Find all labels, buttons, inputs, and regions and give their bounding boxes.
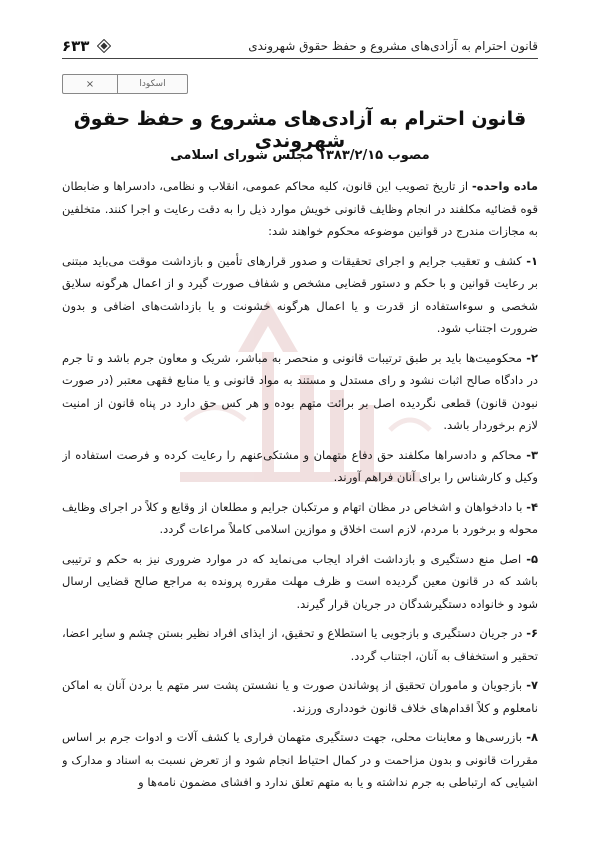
clause-number: ۲- (526, 350, 538, 365)
clause-number: ۳- (526, 447, 538, 462)
clause-paragraph (62, 347, 538, 437)
diamond-ornament-icon (97, 39, 111, 53)
clause-text: محکومیت‌ها باید بر طبق ترتیبات قانونی و منحصر به مباشر، شریک و معاون جرم باشد و تا جرم در دادگاه صالح اثبات نشود و رای مستدل و مستند به مواد قانونی و یا منابع فقهی معتبر (در صورت نبودن قانون) قطعی نگردیده اصل بر برائت متهم بوده و هر کس حق دارد در پناه قانون از امنیت لازم برخوردار باشد. (62, 350, 538, 432)
clause-text: بازرسی‌ها و معاینات محلی، جهت دستگیری متهمان فراری یا کشف آلات و ادوات جرم بر اساس مقررات قانونی و بدون مزاحمت و در کمال احتیاط انجام شود و از تعرض نسبت به اسناد و مدارک و اشیایی که ارتباطی به جرم نداشته و یا به متهم تعلق ندارد و افشای مضمون نامه‌ها و (62, 730, 538, 789)
clause-text: کشف و تعقیب جرایم و اجرای تحقیقات و صدور قرارهای تأمین و بازداشت موقت می‌باید مبتنی بر رعایت قوانین و با حکم و دستور قضایی مشخص و شفاف صورت گیرد و از اعمال هرگونه سلایق شخصی و سوءاستفاده از قدرت و یا اعمال هرگونه خشونت و یا بازداشت‌های اضافی و بدون ضرورت اجتناب شود. (62, 253, 538, 335)
clause-text: در جریان دستگیری و بازجویی یا استطلاع و تحقیق، از ایذای افراد نظیر بستن چشم و سایر اعضا، تحقیر و استخفاف به آنان، اجتناب گردد. (62, 626, 538, 663)
source-tag (62, 74, 188, 94)
law-body (62, 175, 538, 841)
clause-number: ۷- (526, 678, 538, 692)
page-subtitle: مصوب ۱۳۸۳/۲/۱۵ مجلس شورای اسلامی (170, 148, 430, 163)
clause-paragraph (62, 674, 538, 719)
clause-paragraph (62, 548, 538, 616)
intro-paragraph (62, 175, 538, 243)
running-title: قانون احترام به آزادی‌های مشروع و حفظ حقوق شهروندی (248, 39, 538, 53)
intro-lead: ماده واحده- (472, 179, 538, 193)
running-header (62, 34, 538, 59)
clause-text: محاکم و دادسراها مکلفند حق دفاع متهمان و مشتکی‌عنهم را رعایت کرده و فرصت استفاده از وکیل و کارشناس را برای آنان فراهم آورند. (62, 447, 538, 484)
clause-number: ۸- (526, 730, 538, 744)
source-tag-label: اسکودا (139, 79, 166, 89)
clause-text: بازجویان و ماموران تحقیق از پوشاندن صورت و یا نشستن پشت سر متهم یا بردن آنان به اماکن نامعلوم و کلاً اقدام‌های خلاف قانون خودداری ورزند. (62, 678, 538, 715)
page-number: ۶۳۳ (62, 37, 90, 55)
page-number-group (62, 37, 111, 55)
intro-text: از تاریخ تصویب این قانون، کلیه محاکم عمومی، انقلاب و نظامی، دادسراها و ضابطان قوه قضائیه مکلفند در انجام وظایف قانونی خویش موارد ذیل را به دقت رعایت و اجرا کنند. متخلفین به مجازات مندرج در قوانین موضوعه محکوم خواهند شد: (62, 179, 538, 238)
clause-paragraph (62, 496, 538, 541)
clause-number: ۶- (526, 626, 538, 640)
close-icon[interactable]: × (63, 75, 118, 93)
clause-paragraph (62, 622, 538, 667)
clause-paragraph (62, 726, 538, 794)
clause-number: ۱- (526, 253, 538, 268)
clause-text: با دادخواهان و اشخاص در مظان اتهام و مرتکبان جرایم و مطلعان از وقایع و کلاً در اجرای وظایف محوله و برخورد با مردم، لازم است اخلاق و موازین اسلامی کاملاً مراعات گردد. (62, 499, 538, 536)
clause-text: اصل منع دستگیری و بازداشت افراد ایجاب می‌نماید که در موارد ضروری نیز به حکم و ترتیبی باشد که در قانون معین گردیده است و ظرف مهلت مقرره پرونده به مراجع صالح قضایی ارسال شود و خانواده دستگیرشدگان در جریان قرار گیرند. (62, 551, 538, 611)
page-title: قانون احترام به آزادی‌های مشروع و حفظ حقوق شهروندی (73, 108, 527, 152)
clause-paragraph (62, 250, 538, 340)
clause-paragraph (62, 444, 538, 489)
clause-number: ۴- (526, 499, 538, 514)
clause-number: ۵- (526, 551, 538, 566)
